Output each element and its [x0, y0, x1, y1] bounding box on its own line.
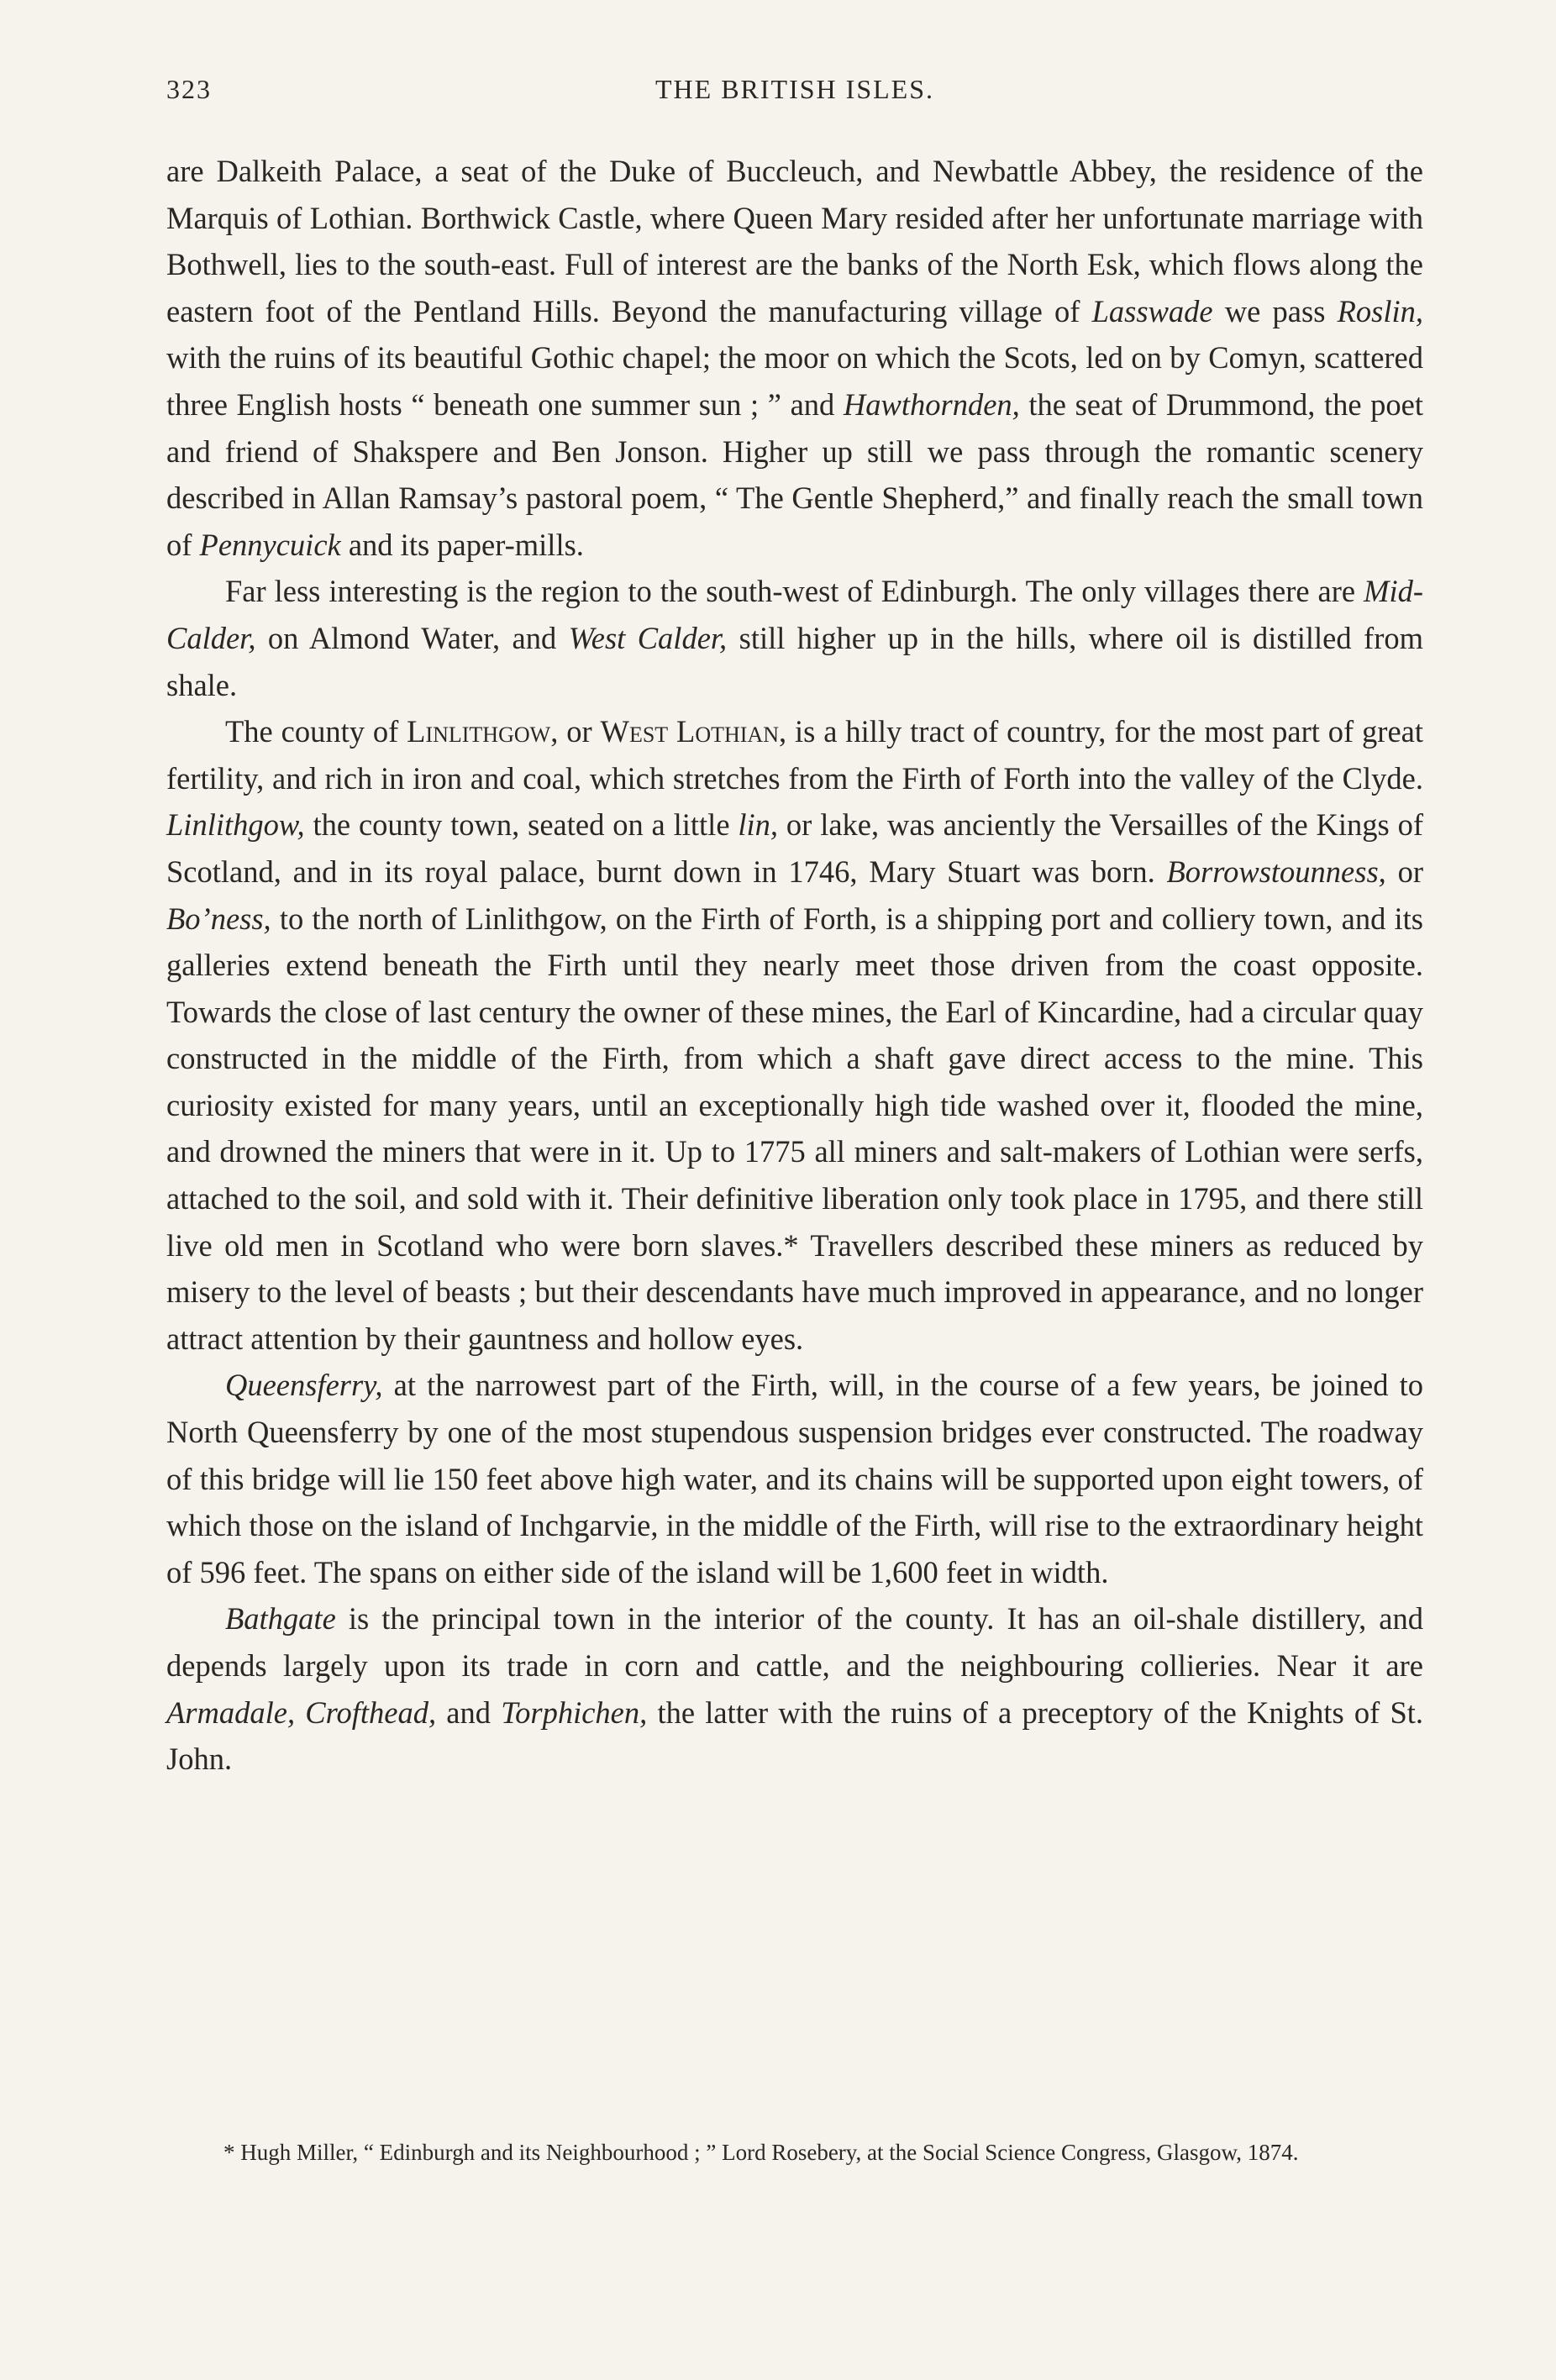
paragraph-2: Far less interesting is the region to the south-west of Edinburgh. The only villages there are Mid-Calder, on Almond Water, and West Calder, still higher up in the hills, where oil is distilled from shale. [166, 574, 1423, 702]
place-name: Bo’ness, [166, 901, 271, 936]
county-name: West Lothian [600, 714, 780, 749]
place-name: Hawthornden, [843, 386, 1020, 422]
place-name: Armadale, [166, 1694, 296, 1730]
running-head: THE BRITISH ISLES. [655, 74, 934, 104]
paragraph-4: Queensferry, at the narrowest part of the Firth, will, in the course of a few years, be joined to North Queensferry by one of the most stupendous suspension bridges ever constructed. The roadway of this bridge will lie 150 feet above high water, and its chains will be supported upon eight towers, of which those on the island of Inchgarvie, in the middle of the Firth, will rise to the extraordinary height of 596 feet. The spans on either side of the island will be 1,600 feet in width. [166, 1368, 1423, 1589]
place-name: West Calder, [568, 620, 728, 655]
page-number: 323 [166, 74, 212, 104]
place-name: lin, [738, 807, 779, 843]
county-name: Linlithgow [407, 714, 551, 749]
place-name: Lasswade [1091, 293, 1213, 328]
place-name: Bathgate [225, 1601, 336, 1637]
place-name: Torphichen, [501, 1694, 648, 1730]
place-name: Mid-Calder, [166, 574, 1423, 655]
place-name: Queensferry, [225, 1368, 383, 1403]
paragraph-5: Bathgate is the principal town in the interior of the county. It has an oil-shale distillery, and depends largely upon its trade in corn and cattle, and the neighbouring collieries. Near it are Armadale, Crofthead, and Torphichen, the latter with the ruins of a preceptory of the Knights of St. John. [166, 1601, 1424, 1777]
place-name: Borrowstounness, [1166, 854, 1386, 889]
footnote: * Hugh Miller, “ Edinburgh and its Neighbourhood ; ” Lord Rosebery, at the Social Science Congress, Glasgow, 1874. [223, 2140, 1299, 2165]
body-text [166, 148, 1423, 1783]
place-name: Crofthead, [305, 1694, 437, 1730]
place-name: Pennycuick [199, 527, 341, 562]
paragraph-1: are Dalkeith Palace, a seat of the Duke of Buccleuch, and Newbattle Abbey, the residence of the Marquis of Lothian. Borthwick Castle, where Queen Mary resided after her unfortunate marriage with Bothwell, lies to the south-east. Full of interest are the banks of the North Esk, which flows along the eastern foot of the Pentland Hills. Beyond the manufacturing village of Lasswade we pass Roslin, with the ruins of its beautiful Gothic chapel; the moor on which the Scots, led on by Comyn, scattered three English hosts “ beneath one summer sun ; ” and Hawthornden, the seat of Drummond, the poet and friend of Shakspere and Ben Jonson. Higher up still we pass through the romantic scenery described in Allan Ramsay’s pastoral poem, “ The Gentle Shepherd,” and finally reach the small town of Pennycuick and its paper-mills. [166, 154, 1424, 562]
page-header [166, 74, 1423, 116]
place-name: Linlithgow, [166, 807, 305, 843]
place-name: Roslin, [1337, 293, 1424, 328]
paragraph-3: The county of Linlithgow, or West Lothian, is a hilly tract of country, for the most part of great fertility, and rich in iron and coal, which stretches from the Firth of Forth into the valley of the Clyde. Linlithgow, the county town, seated on a little lin, or lake, was anciently the Versailles of the Kings of Scotland, and in its royal palace, burnt down in 1746, Mary Stuart was born. Borrowstounness, or Bo’ness, to the north of Linlithgow, on the Firth of Forth, is a shipping port and colliery town, and its galleries extend beneath the Firth until they nearly meet those driven from the coast opposite. Towards the close of last century the owner of these mines, the Earl of Kincardine, had a circular quay constructed in the middle of the Firth, from which a shaft gave direct access to the mine. This curiosity existed for many years, until an exceptionally high tide washed over it, flooded the mine, and drowned the miners that were in it. Up to 1775 all miners and salt-makers of Lothian were serfs, attached to the soil, and sold with it. Their definitive liberation only took place in 1795, and there still live old men in Scotland who were born slaves.* Travellers described these miners as reduced by misery to the level of beasts ; but their descendants have much improved in appearance, and no longer attract attention by their gauntness and hollow eyes. [166, 714, 1423, 1356]
